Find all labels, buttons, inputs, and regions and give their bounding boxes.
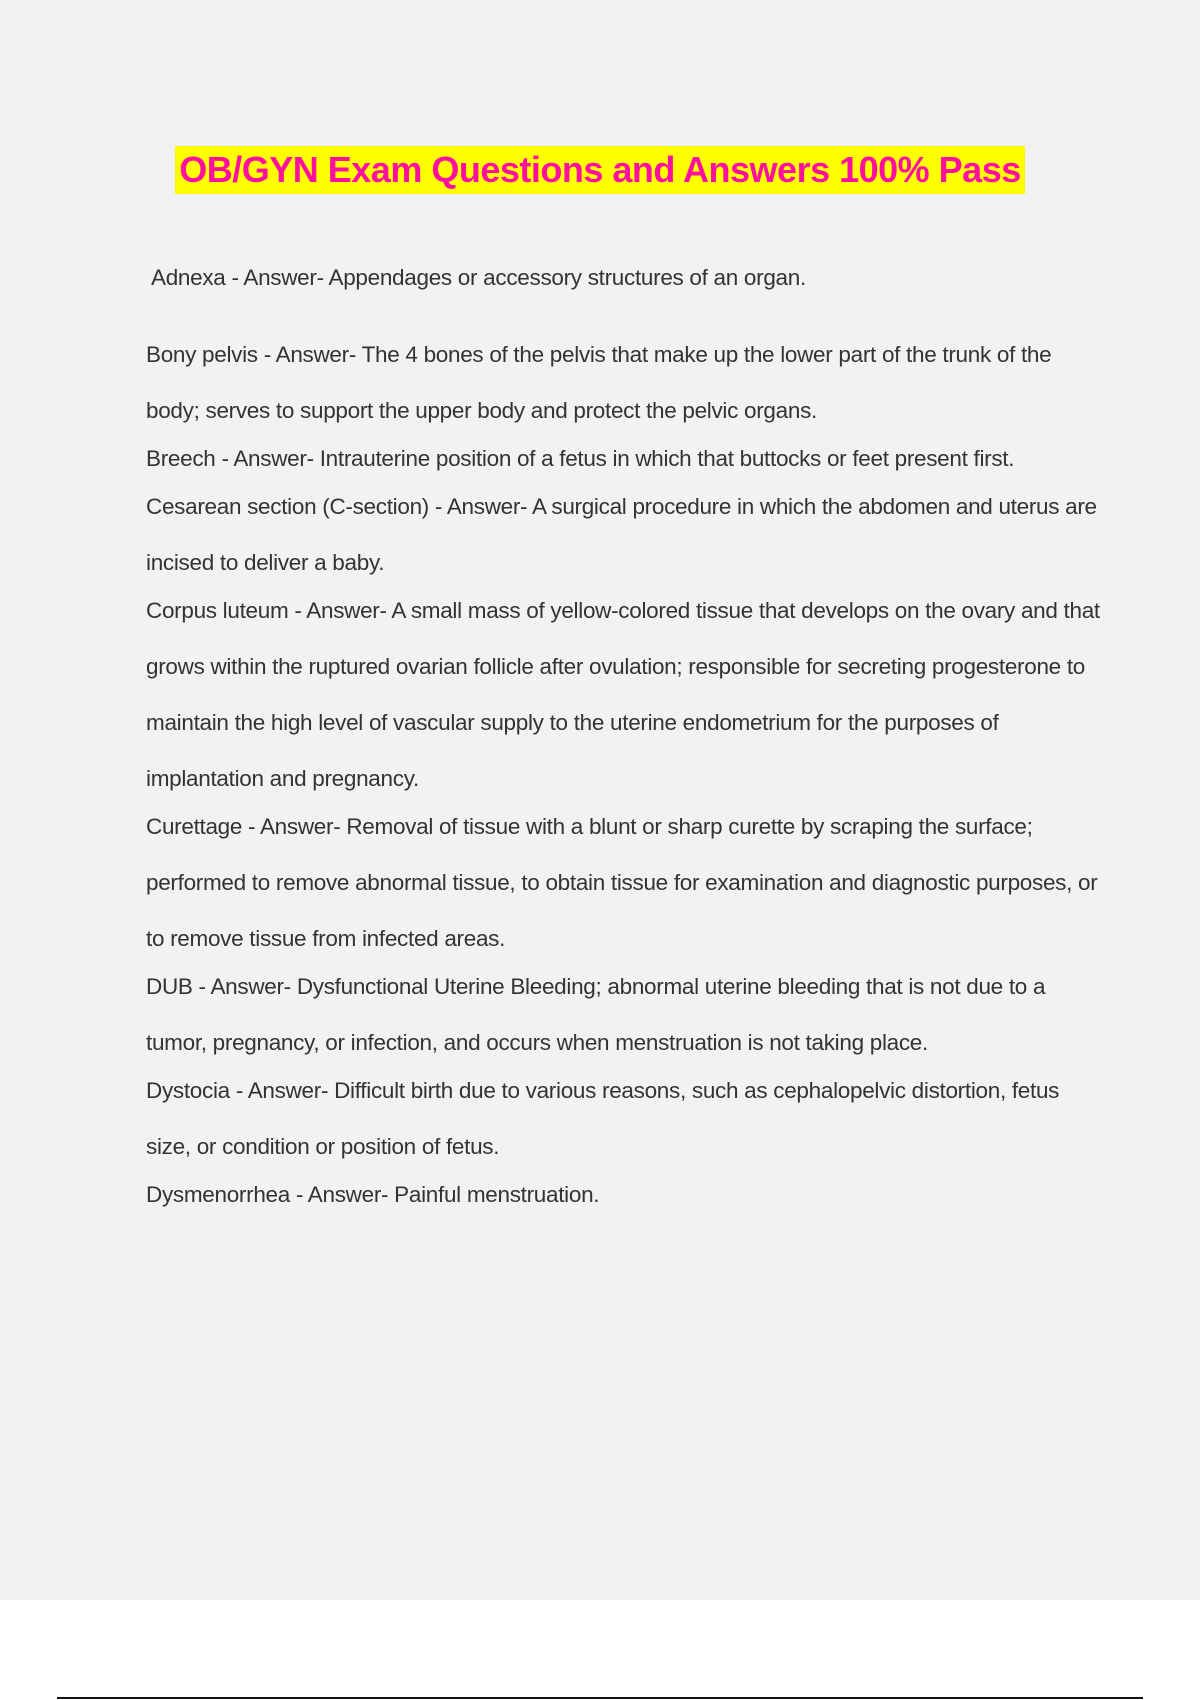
qa-entry-breech: Breech - Answer- Intrauterine position of a fetus in which that buttocks or feet present first. — [146, 446, 1015, 471]
qa-entry-bony-pelvis: Bony pelvis - Answer- The 4 bones of the pelvis that make up the lower part of the trunk of the body; serves to support the upper body and protect the pelvic organs. — [146, 342, 1052, 423]
qa-entry-curettage: Curettage - Answer- Removal of tissue with a blunt or sharp curette by scraping the surface; performed to remove abnormal tissue, to obtain tissue for examination and diagnostic purposes, or to remove tissue from infected areas. — [146, 814, 1098, 951]
qa-entry-adnexa: Adnexa - Answer- Appendages or accessory structures of an organ. — [151, 265, 806, 290]
document-title: OB/GYN Exam Questions and Answers 100% Pass — [175, 146, 1025, 194]
footer-divider — [57, 1697, 1143, 1699]
title-container — [0, 146, 1200, 194]
qa-entry-corpus-luteum: Corpus luteum - Answer- A small mass of yellow-colored tissue that develops on the ovary and that grows within the ruptured ovarian follicle after ovulation; responsible for secreting progesterone to maintain the high level of vascular supply to the uterine endometrium for the purposes of implantation and pregnancy. — [146, 598, 1100, 791]
qa-entry-dystocia: Dystocia - Answer- Difficult birth due to various reasons, such as cephalopelvic distortion, fetus size, or condition or position of fetus. — [146, 1078, 1060, 1159]
qa-list — [146, 258, 1106, 1223]
qa-entry-dub: DUB - Answer- Dysfunctional Uterine Bleeding; abnormal uterine bleeding that is not due to a tumor, pregnancy, or infection, and occurs when menstruation is not taking place. — [146, 974, 1046, 1055]
qa-entry-cesarean-section: Cesarean section (C-section) - Answer- A surgical procedure in which the abdomen and uterus are incised to deliver a baby. — [146, 494, 1097, 575]
qa-entry-dysmenorrhea: Dysmenorrhea - Answer- Painful menstruation. — [146, 1182, 600, 1207]
